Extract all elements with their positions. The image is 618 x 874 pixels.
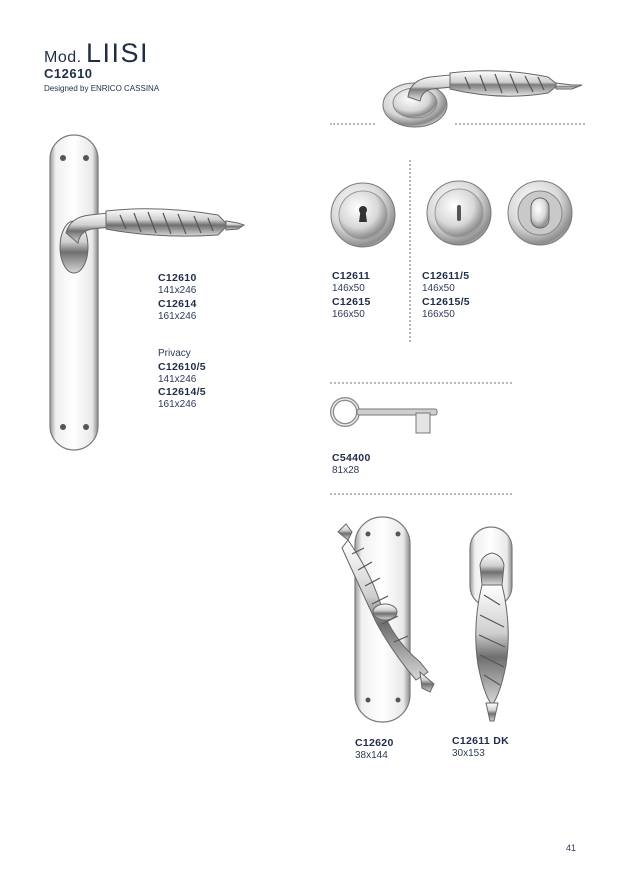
mod-prefix: Mod. <box>44 49 82 66</box>
product-code: C12614/5 <box>158 386 206 398</box>
privacy-turn-escutcheon-image <box>424 178 494 248</box>
divider-middle <box>330 382 512 386</box>
escutcheon-codes-right <box>422 270 470 321</box>
model-title <box>44 38 149 69</box>
product-dimensions: 30x153 <box>452 748 485 759</box>
product-dimensions: 141x246 <box>158 373 197 385</box>
product-code: C12610 <box>158 272 197 284</box>
product-dimensions: 141x246 <box>158 285 197 296</box>
model-code: C12610 <box>44 66 93 81</box>
pull-rose-image <box>462 525 532 735</box>
divider-vertical <box>409 160 413 342</box>
divider-top-right <box>455 123 585 127</box>
product-dimensions: 161x246 <box>158 399 197 410</box>
page-number: 41 <box>566 843 577 853</box>
model-name: LIISI <box>86 38 150 68</box>
product-dimensions: 161x246 <box>158 310 197 322</box>
designer-credit: Designed by ENRICO CASSINA <box>44 84 160 93</box>
plate-lever-image <box>48 135 248 455</box>
product-code: C12611 <box>332 270 371 282</box>
lever-plate-codes <box>158 272 197 323</box>
product-dimensions: 146x50 <box>332 283 365 294</box>
privacy-thumbturn-image <box>505 178 575 248</box>
product-code: C12620 <box>355 737 394 749</box>
pull-rose-codes <box>452 735 509 761</box>
key-codes <box>332 452 371 478</box>
product-code: C12610/5 <box>158 360 206 373</box>
product-code: C12611 DK <box>452 735 509 747</box>
key-image <box>330 395 445 440</box>
product-dimensions: 166x50 <box>332 308 365 320</box>
product-dimensions: 166x50 <box>422 308 455 320</box>
escutcheon-codes-left <box>332 270 371 321</box>
keyhole-escutcheon-image <box>328 180 398 250</box>
product-code: C12614 <box>158 297 197 310</box>
product-code: C12615 <box>332 295 371 308</box>
lever-plate-privacy-codes <box>158 348 206 412</box>
divider-lower <box>330 493 512 497</box>
product-code: C12611/5 <box>422 270 470 282</box>
product-dimensions: 81x28 <box>332 465 360 476</box>
privacy-label: Privacy <box>158 348 191 359</box>
product-dimensions: 38x144 <box>355 750 388 761</box>
product-code: C54400 <box>332 452 371 464</box>
rosette-lever-image <box>370 55 590 150</box>
product-dimensions: 146x50 <box>422 283 455 294</box>
product-code: C12615/5 <box>422 295 470 308</box>
pull-plate-codes <box>355 737 394 763</box>
divider-top-left <box>330 123 375 127</box>
pull-plate-image <box>330 512 440 732</box>
